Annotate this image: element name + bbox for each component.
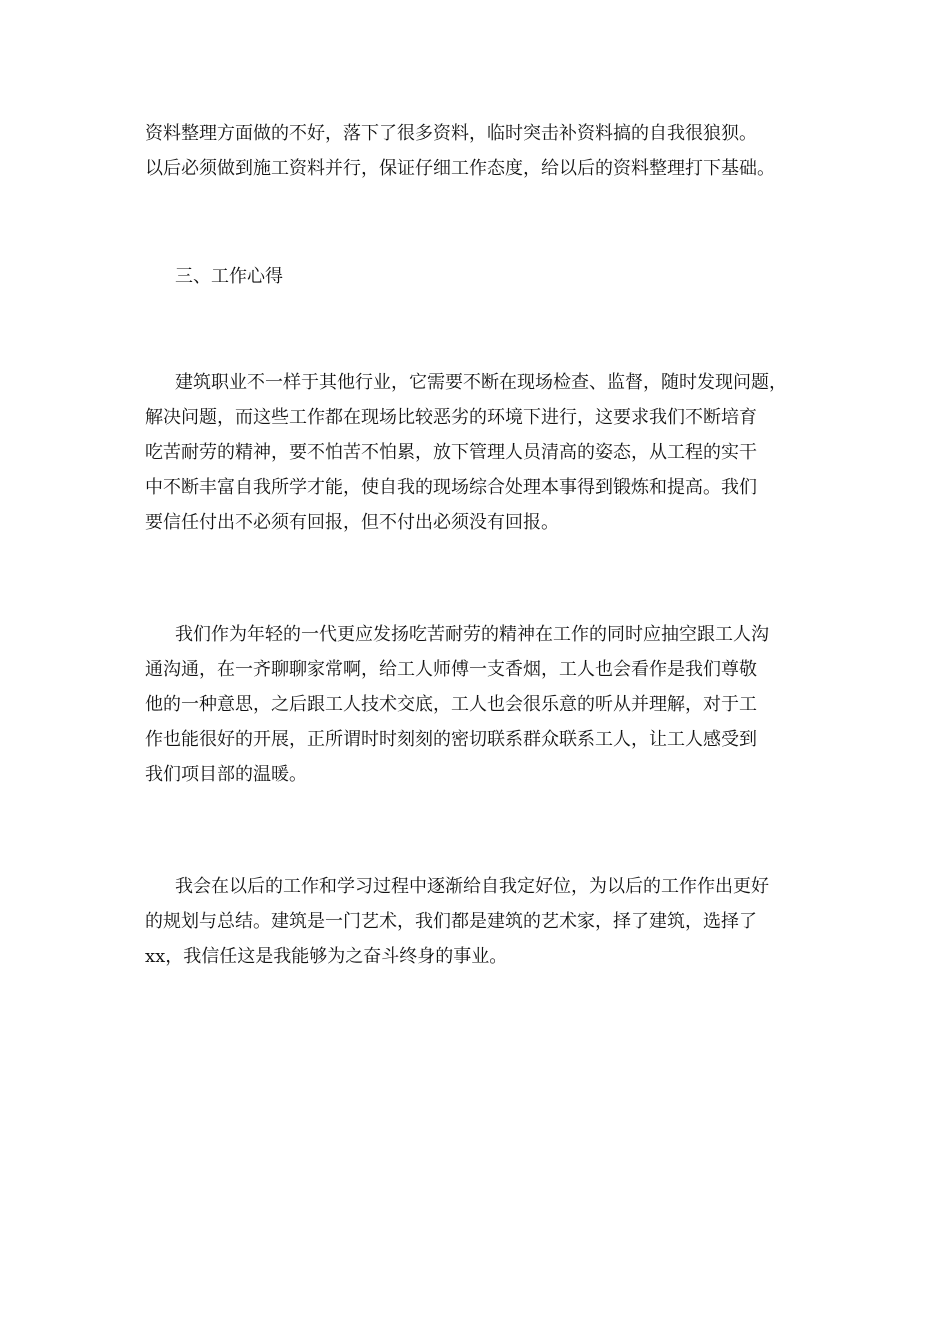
paragraph-line: 以后必须做到施工资料并行，保证仔细工作态度，给以后的资料整理打下基础。 (145, 158, 775, 179)
section-heading-block (145, 259, 825, 294)
paragraph-line: 他的一种意思，之后跟工人技术交底，工人也会很乐意的听从并理解，对于工 (145, 694, 757, 715)
paragraph-1 (145, 365, 825, 540)
continued-paragraph (145, 116, 825, 186)
paragraph-line: 我会在以后的工作和学习过程中逐渐给自我定好位，为以后的工作作出更好 (175, 876, 769, 897)
paragraph-line: 中不断丰富自我所学才能，使自我的现场综合处理本事得到锻炼和提高。我们 (145, 477, 757, 498)
paragraph-line: 吃苦耐劳的精神，要不怕苦不怕累，放下管理人员清高的姿态，从工程的实干 (145, 442, 757, 463)
section-heading: 三、工作心得 (175, 266, 283, 287)
paragraph-3 (145, 869, 825, 974)
paragraph-line: 作也能很好的开展，正所谓时时刻刻的密切联系群众联系工人，让工人感受到 (145, 729, 757, 750)
paragraph-line: 通沟通，在一齐聊聊家常啊，给工人师傅一支香烟，工人也会看作是我们尊敬 (145, 659, 757, 680)
paragraph-line: xx，我信任这是我能够为之奋斗终身的事业。 (145, 946, 508, 967)
paragraph-line: 的规划与总结。建筑是一门艺术，我们都是建筑的艺术家，择了建筑，选择了 (145, 911, 757, 932)
paragraph-line: 解决问题，而这些工作都在现场比较恶劣的环境下进行，这要求我们不断培育 (145, 407, 757, 428)
paragraph-line: 我们作为年轻的一代更应发扬吃苦耐劳的精神在工作的同时应抽空跟工人沟 (175, 624, 769, 645)
paragraph-2 (145, 617, 825, 792)
paragraph-line: 资料整理方面做的不好，落下了很多资料，临时突击补资料搞的自我很狼狈。 (145, 123, 757, 144)
paragraph-line: 我们项目部的温暖。 (145, 764, 307, 785)
paragraph-line: 要信任付出不必须有回报，但不付出必须没有回报。 (145, 512, 559, 533)
paragraph-line: 建筑职业不一样于其他行业，它需要不断在现场检查、监督，随时发现问题， (175, 372, 787, 393)
